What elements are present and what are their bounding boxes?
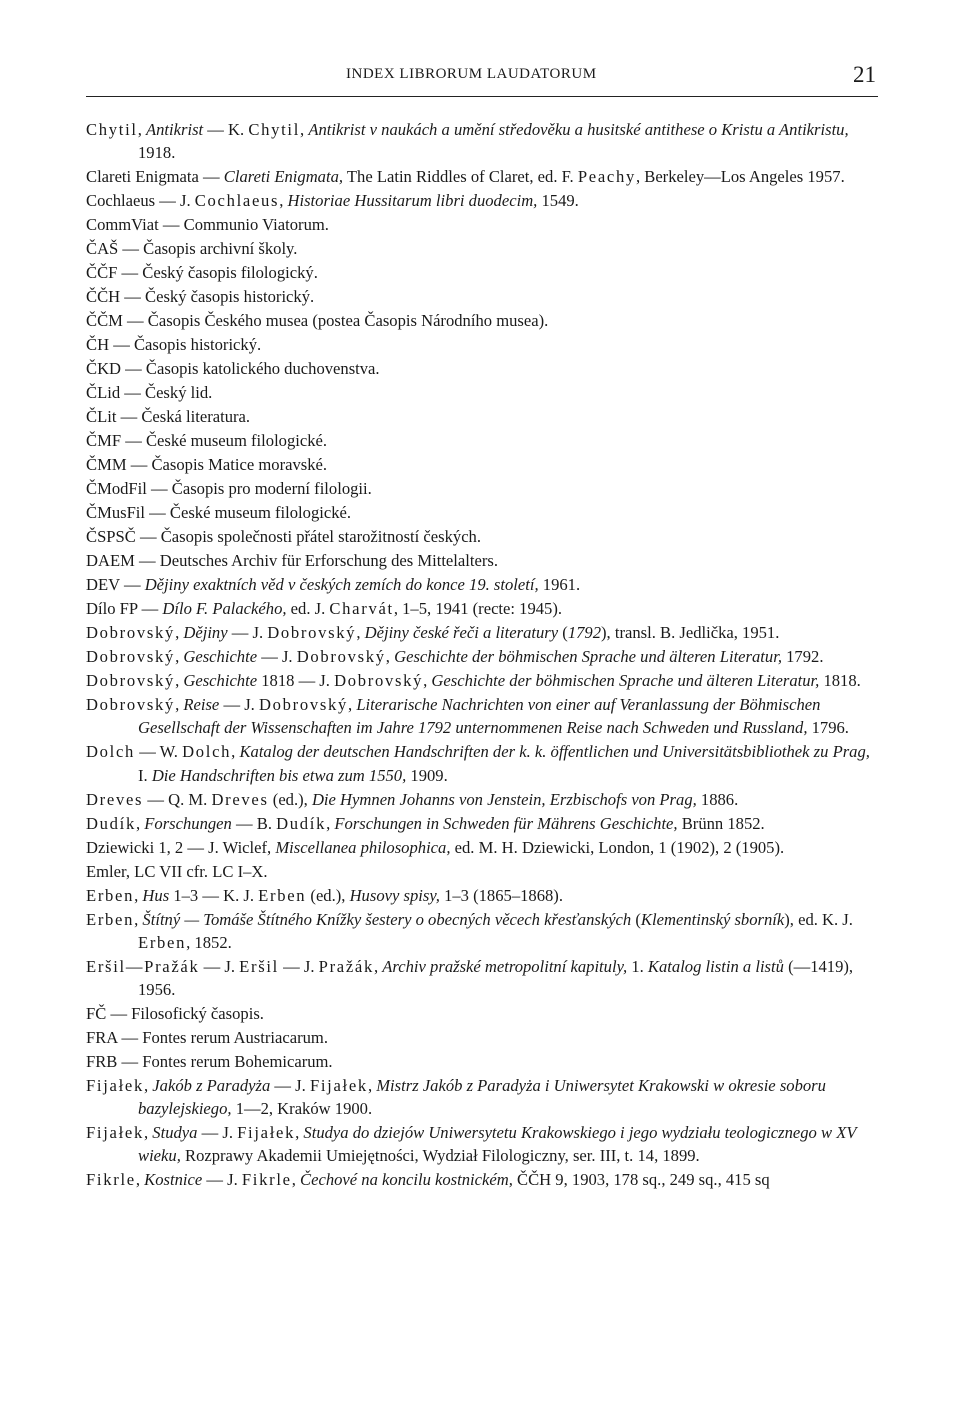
entry-segment: Pražák <box>318 956 374 976</box>
entry-segment: Cochlaeus — J. <box>86 191 195 211</box>
entry-segment: , <box>135 1170 145 1190</box>
running-title: INDEX LIBRORUM LAUDATORUM <box>346 66 597 82</box>
entry-segment: , <box>144 1123 153 1143</box>
entry-segment: Clareti Enigmata — <box>86 167 224 187</box>
entry-segment: 1886. <box>696 789 739 809</box>
entry-segment: , <box>134 885 143 905</box>
entry-segment: Dreves <box>86 789 144 809</box>
entry-segment: — J. <box>199 956 240 976</box>
entry-segment: Fijałek <box>309 1076 368 1096</box>
entry-segment: — W. <box>135 742 183 762</box>
entry-segment: ČSPSČ — Časopis společnosti přátel starožitností českých. <box>86 527 482 547</box>
entry-segment: Husovy spisy, <box>349 885 440 905</box>
entry-segment: , 1852. <box>186 932 232 952</box>
entry-segment: Katalog listin a listů <box>647 956 784 976</box>
entry-segment: Štítný — Tomáše Štítného Knížky šestery o obecných věcech křesťanských <box>142 909 632 929</box>
entry-segment: Kostnice <box>144 1170 203 1190</box>
entry-segment: — J. <box>227 623 268 643</box>
entry-segment: Dějiny <box>183 623 228 643</box>
running-header <box>86 58 878 97</box>
entry-segment: ČLit — Česká literatura. <box>86 407 251 427</box>
entry-segment: Dobrovský <box>334 671 424 691</box>
page-number: 21 <box>853 62 876 87</box>
entry-segment: The Latin Riddles of Claret, ed. F. <box>343 167 578 187</box>
bibliography-entry <box>86 884 880 907</box>
entry-segment: Dobrovský <box>258 695 349 715</box>
entry-segment: , <box>356 623 365 643</box>
bibliography-entry <box>86 549 880 572</box>
entry-segment: Cochlaeus <box>194 191 280 211</box>
entry-segment: Dreves <box>211 789 269 809</box>
entry-segment: Archiv pražské metropolitní kapituly, <box>382 956 628 976</box>
entry-segment: Literarische Nachrichten von einer auf Veranlassung der Böhmischen Gesellschaft der Wissenschaften im Jahre 1792 unternommenen Reise nach Schweden und Russland, <box>138 695 821 738</box>
entry-segment: Dobrovský <box>86 647 176 667</box>
entry-segment: 1961. <box>538 575 581 595</box>
bibliography-entry <box>86 525 880 548</box>
entry-segment: 1918. <box>138 143 176 163</box>
entry-segment: Studya <box>152 1123 198 1143</box>
entry-segment: , <box>385 647 395 667</box>
entry-segment: , <box>175 623 184 643</box>
entry-segment: Fikrle <box>241 1170 292 1190</box>
entry-segment: Hus <box>142 885 170 905</box>
bibliography-entry <box>86 1050 880 1073</box>
entry-segment: Peachy <box>577 167 636 187</box>
bibliography-entry <box>86 165 880 188</box>
entry-segment: Clareti Enigmata, <box>223 167 344 187</box>
entry-segment: Dolch <box>182 742 232 762</box>
entry-segment: 1792 <box>567 623 602 643</box>
bibliography-entry <box>86 118 880 164</box>
entry-segment: Eršil <box>239 956 279 976</box>
bibliography-entry <box>86 1026 880 1049</box>
entry-segment: ČLid — Český lid. <box>86 383 213 403</box>
entry-segment: Dějiny exaktních věd v českých zemích do konce 19. století, <box>144 575 539 595</box>
entry-segment: Geschichte der böhmischen Sprache und älteren Literatur, <box>431 671 820 691</box>
entry-segment: Erben <box>86 885 135 905</box>
entry-segment: 1909. <box>406 765 448 785</box>
bibliography-entry <box>86 237 880 260</box>
entry-segment: Chytil <box>248 120 301 139</box>
entry-segment: Forschungen <box>144 813 232 833</box>
entry-segment: Antikrist <box>146 120 204 139</box>
bibliography-entry <box>86 573 880 596</box>
entry-segment: , <box>144 1076 153 1096</box>
bibliography-entry <box>86 309 880 332</box>
bibliography-entry <box>86 860 880 883</box>
entry-segment: Dziewicki 1, 2 — J. Wiclef, <box>86 837 276 857</box>
entry-segment: 1818 — J. <box>257 671 335 691</box>
entry-segment: — J. <box>257 647 297 667</box>
entry-segment: Fijałek <box>237 1123 296 1143</box>
bibliography-entry <box>86 597 880 620</box>
bibliography-entry <box>86 1168 880 1191</box>
entry-segment: ( <box>631 909 641 929</box>
bibliography-entry <box>86 405 880 428</box>
entry-segment: , <box>348 695 357 715</box>
bibliography-entry <box>86 333 880 356</box>
entry-segment: , <box>326 813 335 833</box>
entry-segment: Katalog der deutschen Handschriften der k. k. öffentlichen und Universitätsbibliothek zu Prag, <box>239 742 870 762</box>
entry-segment: , <box>134 909 143 929</box>
entry-segment: Mistrz Jakób z Paradyża i Uniwersytet Krakowski w okresie soboru bazylejskiego, <box>138 1076 826 1119</box>
entry-segment: , <box>279 191 288 211</box>
entry-segment: ČČH — Český časopis historický. <box>86 287 315 307</box>
entry-segment: Chytil <box>86 120 138 139</box>
bibliography-entry <box>86 477 880 500</box>
bibliography-index <box>86 118 880 1192</box>
entry-segment: Miscellanea philosophica, <box>275 837 451 857</box>
bibliography-entry <box>86 189 880 212</box>
bibliography-entry <box>86 1074 880 1120</box>
bibliography-entry <box>86 213 880 236</box>
entry-segment: Fijałek <box>86 1076 144 1096</box>
bibliography-entry <box>86 740 880 786</box>
bibliography-entry <box>86 836 880 859</box>
entry-segment: Reise <box>183 695 220 715</box>
entry-segment: CommViat — Communio Viatorum. <box>86 215 329 235</box>
entry-segment: FČ — Filosofický časopis. <box>86 1004 264 1024</box>
entry-segment: 1792. <box>781 647 824 667</box>
entry-segment: ČČH 9, 1903, 178 sq., 249 sq., 415 sq <box>512 1170 770 1190</box>
entry-segment: , <box>367 1076 377 1096</box>
entry-segment: Erben <box>258 885 307 905</box>
entry-segment: Brünn 1852. <box>677 813 765 833</box>
bibliography-entry <box>86 908 880 954</box>
entry-segment: Historiae Hussitarum libri duodecim, <box>287 191 538 211</box>
entry-segment: , <box>135 813 145 833</box>
entry-segment: ČMM — Časopis Matice moravské. <box>86 455 328 475</box>
entry-segment: (—1419), 1956. <box>138 956 854 1000</box>
entry-segment: Dudík <box>86 813 136 833</box>
entry-segment: I. <box>138 765 152 785</box>
entry-segment: , 1–5, 1941 (recte: 1945). <box>393 599 563 619</box>
entry-segment: ČMF — České museum filologické. <box>86 431 328 451</box>
entry-segment: Dějiny české řeči a literatury <box>364 623 559 643</box>
entry-segment: DEV — <box>86 575 145 595</box>
entry-segment: , Berkeley—Los Angeles 1957. <box>635 167 845 187</box>
entry-segment: Dobrovský <box>267 623 357 643</box>
bibliography-entry <box>86 669 880 692</box>
entry-segment: Dobrovský <box>86 695 176 715</box>
entry-segment: Geschichte <box>183 671 258 691</box>
entry-segment: — J. <box>219 695 259 715</box>
entry-segment: Emler, LC VII cfr. LC I–X. <box>86 861 268 881</box>
bibliography-entry <box>86 381 880 404</box>
bibliography-entry <box>86 812 880 835</box>
entry-segment: FRB — Fontes rerum Bohemicarum. <box>86 1052 333 1072</box>
entry-segment: — J. <box>202 1170 242 1190</box>
entry-segment: Dobrovský <box>86 671 176 691</box>
entry-segment: — K. <box>203 120 249 139</box>
entry-segment: Erben <box>86 909 135 929</box>
entry-segment: , <box>423 671 432 691</box>
entry-segment: Studya do dziejów Uniwersytetu Krakowskiego i jego wydziału teologicznego w XV wieku, <box>138 1123 857 1166</box>
entry-segment: ČAŠ — Časopis archivní školy. <box>86 239 298 259</box>
entry-segment: ČČM — Časopis Českého musea (postea Časopis Národního musea). <box>86 311 549 331</box>
entry-segment: , <box>175 695 184 715</box>
entry-segment: 1. <box>627 956 648 976</box>
entry-segment: , <box>295 1123 304 1143</box>
entry-segment: ČModFil — Časopis pro moderní filologii. <box>86 479 372 499</box>
entry-segment: ČKD — Časopis katolického duchovenstva. <box>86 359 380 379</box>
entry-segment: Klementinský sborník <box>640 909 785 929</box>
entry-segment: Rozprawy Akademii Umiejętności, Wydział Filologiczny, ser. III, t. 14, 1899. <box>180 1146 700 1166</box>
bibliography-entry <box>86 285 880 308</box>
entry-segment: — B. <box>231 813 277 833</box>
bibliography-entry <box>86 693 880 739</box>
bibliography-entry <box>86 621 880 644</box>
entry-segment: , <box>291 1170 301 1190</box>
entry-segment: , <box>175 671 184 691</box>
entry-segment: 1796. <box>807 718 849 738</box>
entry-segment: Dudík <box>276 813 327 833</box>
entry-segment: DAEM — Deutsches Archiv für Erforschung des Mittelalters. <box>86 551 498 571</box>
entry-segment: ed. J. <box>286 599 330 619</box>
entry-segment: 1818. <box>819 671 861 691</box>
entry-segment: (ed.), <box>306 885 350 905</box>
entry-segment: Dílo F. Palackého, <box>162 599 287 619</box>
entry-segment: Forschungen in Schweden für Mährens Geschichte, <box>334 813 678 833</box>
entry-segment: ČČF — Český časopis filologický. <box>86 263 318 283</box>
bibliography-entry <box>86 429 880 452</box>
entry-segment: — Q. M. <box>143 789 212 809</box>
entry-segment: , <box>137 120 146 139</box>
entry-segment: — J. <box>270 1076 310 1096</box>
entry-segment: Charvát <box>329 599 394 619</box>
bibliography-entry <box>86 501 880 524</box>
entry-segment: Die Handschriften bis etwa zum 1550, <box>151 765 407 785</box>
entry-segment: , <box>374 956 383 976</box>
entry-segment: ČH — Časopis historický. <box>86 335 262 355</box>
entry-segment: Antikrist v naukách a umění středověku a husitské antithese o Kristu a Antikristu, <box>308 120 849 139</box>
entry-segment: — J. <box>197 1123 238 1143</box>
entry-segment: Die Hymnen Johanns von Jenstein, Erzbischofs von Prag, <box>311 789 697 809</box>
entry-segment: (ed.), <box>268 789 312 809</box>
bibliography-entry <box>86 955 880 1001</box>
entry-segment: Dílo FP — <box>86 599 163 619</box>
bibliography-entry <box>86 357 880 380</box>
entry-segment: FRA — Fontes rerum Austriacarum. <box>86 1028 328 1048</box>
bibliography-entry <box>86 1121 880 1167</box>
entry-segment: Dolch <box>86 742 136 762</box>
bibliography-entry <box>86 261 880 284</box>
entry-segment: , <box>231 742 240 762</box>
entry-segment: Geschichte <box>183 647 258 667</box>
bibliography-entry <box>86 453 880 476</box>
bibliography-entry <box>86 645 880 668</box>
entry-segment: ), transl. B. Jedlička, 1951. <box>601 623 780 643</box>
entry-segment: Fikrle <box>86 1170 136 1190</box>
entry-segment: Geschichte der böhmischen Sprache und älteren Literatur, <box>394 647 782 667</box>
entry-segment: , <box>300 120 309 139</box>
entry-segment: Erben <box>138 932 187 952</box>
entry-segment: ČMusFil — České museum filologické. <box>86 503 352 523</box>
entry-segment: ed. M. H. Dziewicki, London, 1 (1902), 2 (1905). <box>450 837 785 857</box>
entry-segment: 1549. <box>537 191 579 211</box>
entry-segment: Eršil—Pražák <box>86 956 200 976</box>
entry-segment: — J. <box>278 956 319 976</box>
entry-segment: Čechové na koncilu kostnickém, <box>300 1170 513 1190</box>
entry-segment: Dobrovský <box>296 647 386 667</box>
entry-segment: ( <box>558 623 568 643</box>
entry-segment: 1–3 (1865–1868). <box>439 885 563 905</box>
entry-segment: Dobrovský <box>86 623 176 643</box>
bibliography-entry <box>86 788 880 811</box>
entry-segment: Jakób z Paradyża <box>152 1076 271 1096</box>
entry-segment: Fijałek <box>86 1123 144 1143</box>
entry-segment: ), ed. K. J. <box>784 909 853 929</box>
entry-segment: 1–3 — K. J. <box>169 885 259 905</box>
entry-segment: , <box>175 647 184 667</box>
entry-segment: 1—2, Kraków 1900. <box>231 1099 373 1119</box>
bibliography-entry <box>86 1002 880 1025</box>
